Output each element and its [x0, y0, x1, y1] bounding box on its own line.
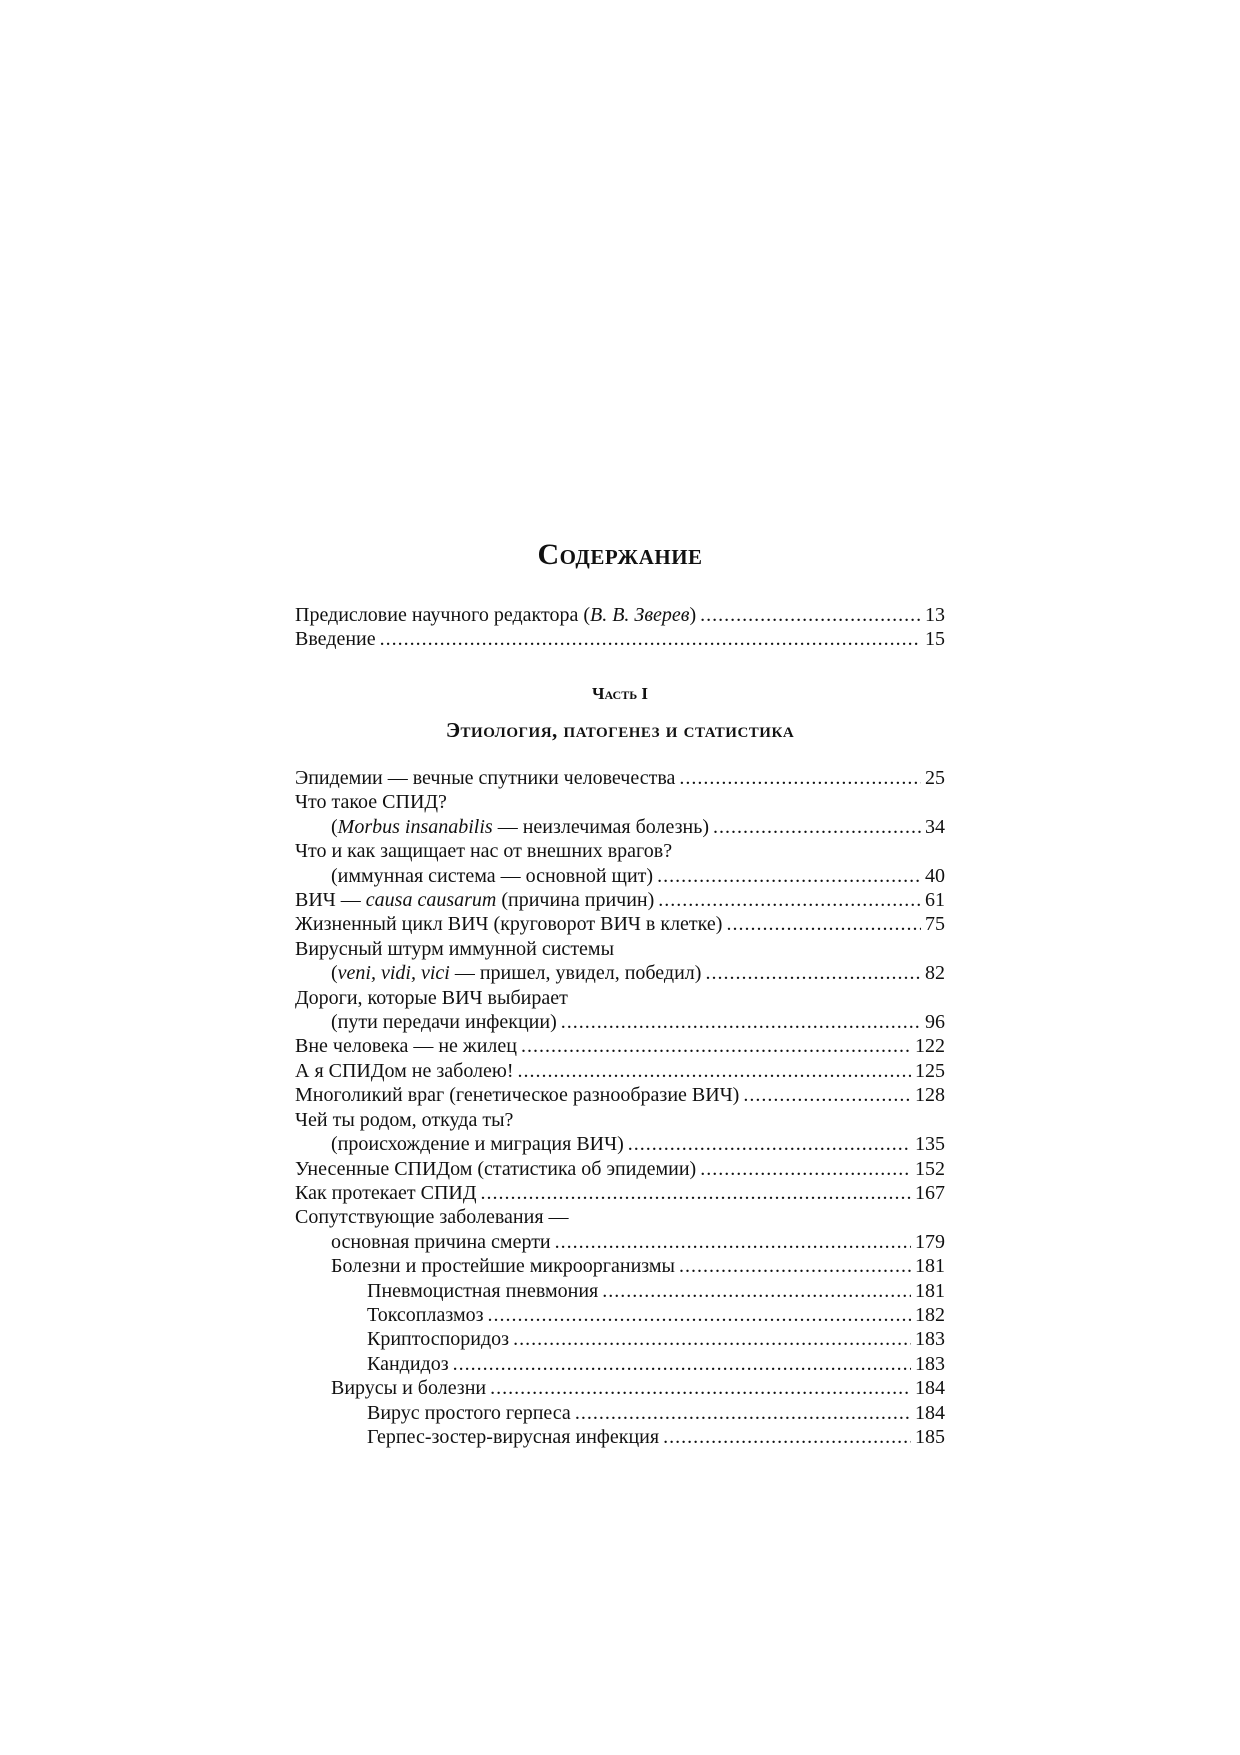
toc-leader — [575, 1401, 911, 1425]
toc-page-number: 152 — [915, 1157, 945, 1180]
toc-entry[interactable] — [295, 1034, 945, 1058]
toc-page-number: 184 — [915, 1377, 945, 1400]
page-title: Содержание — [537, 538, 703, 571]
toc-leader — [679, 766, 921, 790]
toc-entry-label: (происхождение и миграция ВИЧ) — [331, 1133, 624, 1156]
toc-entry-label: А я СПИДом не заболею! — [295, 1059, 514, 1082]
toc-entry-label: Кандидоз — [367, 1352, 449, 1375]
toc-entry-label: Герпес-зостер-вирусная инфекция — [367, 1425, 660, 1448]
toc-entry-label: основная причина смерти — [331, 1230, 551, 1253]
toc-entry[interactable] — [295, 1279, 945, 1303]
toc-entry[interactable] — [295, 1303, 945, 1327]
toc-page-number: 181 — [915, 1255, 945, 1278]
toc-entry-label: ВИЧ — causa causarum (причина причин) — [295, 889, 655, 912]
toc-leader — [561, 1010, 921, 1034]
toc-page-number: 125 — [915, 1059, 945, 1082]
toc-page-number: 185 — [915, 1425, 945, 1448]
toc-page-number: 183 — [915, 1328, 945, 1351]
toc-entry-title-line[interactable]: Что и как защищает нас от внешних врагов? — [295, 840, 673, 863]
toc-page-number: 40 — [925, 864, 945, 887]
toc-leader — [743, 1083, 911, 1107]
toc-entry-title-line[interactable]: Чей ты родом, откуда ты? — [295, 1108, 514, 1131]
toc-entry-label: Вне человека — не жилец — [295, 1035, 517, 1058]
toc-entry[interactable] — [295, 603, 945, 627]
toc-entry[interactable] — [295, 1010, 945, 1034]
toc-entry-title-line[interactable]: Что такое СПИД? — [295, 791, 447, 814]
toc-leader — [705, 961, 921, 985]
toc-page-number: 82 — [925, 962, 945, 985]
toc-entry[interactable] — [295, 1401, 945, 1425]
toc-leader — [700, 1157, 911, 1181]
toc-entry-label: Как протекает СПИД — [295, 1181, 477, 1204]
toc-entry-label: Токсоплазмоз — [367, 1303, 484, 1326]
toc-page-number: 122 — [915, 1035, 945, 1058]
toc-entry-label: Вирус простого герпеса — [367, 1401, 571, 1424]
toc-part-1 — [295, 766, 945, 1449]
toc-page-number: 179 — [915, 1230, 945, 1253]
toc-entry-label: Предисловие научного редактора (В. В. Зверев) — [295, 604, 697, 626]
toc-front-matter — [295, 603, 945, 652]
part-label: Часть I — [591, 684, 648, 703]
toc-page-number: 25 — [925, 767, 945, 789]
toc-entry[interactable] — [295, 1157, 945, 1181]
toc-entry[interactable] — [295, 1083, 945, 1107]
toc-entry-label: (иммунная система — основной щит) — [331, 864, 654, 887]
toc-leader — [713, 815, 921, 839]
toc-page-number: 75 — [925, 913, 945, 936]
toc-leader — [481, 1181, 911, 1205]
toc-entry-label: Криптоспоридоз — [367, 1328, 510, 1351]
toc-leader — [555, 1230, 911, 1254]
toc-leader — [453, 1352, 911, 1376]
toc-leader — [521, 1034, 911, 1058]
toc-entry[interactable] — [295, 1425, 945, 1449]
toc-page-number: 61 — [925, 889, 945, 912]
toc-entry-label: (Morbus insanabilis — неизлечимая болезнь) — [331, 815, 710, 838]
toc-page-number: 15 — [925, 628, 945, 651]
toc-leader — [380, 627, 921, 651]
toc-leader — [658, 888, 921, 912]
toc-entry-label: Унесенные СПИДом (статистика об эпидемии) — [295, 1157, 697, 1180]
toc-entry-title-line[interactable]: Сопутствующие заболевания — — [295, 1206, 569, 1229]
toc-page-number: 183 — [915, 1352, 945, 1375]
toc-leader — [628, 1132, 911, 1156]
toc-entry[interactable] — [295, 961, 945, 985]
toc-leader — [679, 1254, 911, 1278]
toc-page-number: 96 — [925, 1011, 945, 1034]
toc-entry-label: (пути передачи инфекции) — [331, 1011, 557, 1034]
toc-page-number: 182 — [915, 1303, 945, 1326]
toc-entry-title-line[interactable]: Дороги, которые ВИЧ выбирает — [295, 986, 568, 1009]
toc-entry[interactable] — [295, 815, 945, 839]
toc-entry[interactable] — [295, 1230, 945, 1254]
toc-entry[interactable] — [295, 1059, 945, 1083]
toc-page-number: 167 — [915, 1181, 945, 1204]
toc-entry[interactable] — [295, 1132, 945, 1156]
toc-leader — [488, 1303, 911, 1327]
toc-entry[interactable] — [295, 1181, 945, 1205]
toc-leader — [518, 1059, 911, 1083]
toc-entry-label: Введение — [295, 628, 376, 651]
toc-entry-label: Вирусы и болезни — [331, 1377, 487, 1400]
toc-leader — [513, 1327, 911, 1351]
toc-leader — [490, 1376, 911, 1400]
toc-entry[interactable] — [295, 1352, 945, 1376]
toc-entry[interactable] — [295, 1376, 945, 1400]
toc-page-number: 13 — [925, 604, 945, 626]
toc-entry-label: Пневмоцистная пневмония — [367, 1279, 599, 1302]
toc-leader — [657, 864, 921, 888]
toc-entry-label: Жизненный цикл ВИЧ (круговорот ВИЧ в клетке) — [295, 913, 723, 936]
toc-page-number: 184 — [915, 1401, 945, 1424]
toc-page-number: 128 — [915, 1084, 945, 1107]
toc-entry[interactable] — [295, 864, 945, 888]
toc-page-number: 135 — [915, 1133, 945, 1156]
toc-leader — [726, 912, 921, 936]
toc-leader — [700, 603, 921, 627]
toc-entry-label: Многоликий враг (генетическое разнообразие ВИЧ) — [295, 1084, 740, 1107]
toc-entry-label: Болезни и простейшие микроорганизмы — [331, 1255, 675, 1278]
toc-page-number: 181 — [915, 1279, 945, 1302]
toc-entry[interactable] — [295, 1327, 945, 1351]
toc-entry[interactable] — [295, 627, 945, 651]
toc-entry[interactable] — [295, 766, 945, 790]
toc-entry[interactable] — [295, 888, 945, 912]
toc-page-number: 34 — [925, 815, 945, 838]
toc-entry[interactable] — [295, 912, 945, 936]
toc-entry-label: (veni, vidi, vici — пришел, увидел, победил) — [331, 962, 702, 985]
toc-leader — [663, 1425, 911, 1449]
part-title: Этиология, патогенез и статистика — [445, 718, 795, 742]
toc-entry-title-line[interactable]: Вирусный штурм иммунной системы — [295, 937, 615, 960]
toc-leader — [602, 1279, 911, 1303]
toc-entry-label: Эпидемии — вечные спутники человечества — [295, 767, 676, 789]
toc-entry[interactable] — [295, 1254, 945, 1278]
